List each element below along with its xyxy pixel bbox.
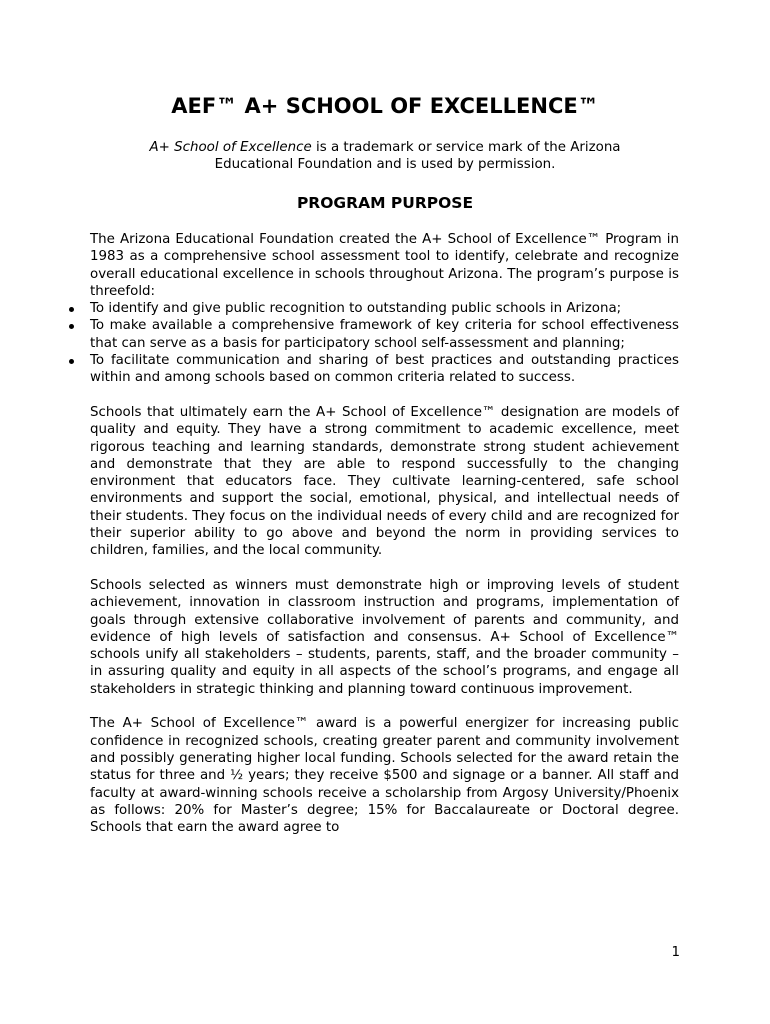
body-paragraph-award: The A+ School of Excellence™ award is a powerful energizer for increasing public confidence in recognized schools, creating greater parent and community involvement and possibly generating higher local funding. Schools selected for the award retain the status for three and ½ years; they receive $500 and signage or a banner. All staff and faculty at award-winning schools receive a scholarship from Argosy University/Phoenix as follows: 20% for Master’s degree; 15% for Baccalaureate or Doctoral degree. Schools that earn the award agree to	[90, 716, 679, 836]
trademark-notice-italic: A+ School of Excellence	[149, 140, 312, 155]
trademark-notice	[110, 139, 660, 174]
body-paragraph-winners: Schools selected as winners must demonstrate high or improving levels of student achievement, innovation in classroom instruction and programs, implementation of goals through extensive collaborative involvement of parents and community, and evidence of high levels of satisfaction and consensus. A+ School of Excellence™ schools unify all stakeholders – students, parents, staff, and the broader community – in assuring quality and equity in all aspects of the school’s programs, and engage all stakeholders in strategic thinking and planning toward continuous improvement.	[90, 577, 679, 697]
purpose-list-item	[90, 317, 679, 352]
purpose-list-item	[90, 300, 679, 317]
intro-paragraph: The Arizona Educational Foundation created the A+ School of Excellence™ Program in 1983 as a comprehensive school assessment tool to identify, celebrate and recognize overall educational excellence in schools throughout Arizona. The program’s purpose is threefold:	[90, 232, 679, 299]
purpose-list-item	[90, 352, 679, 387]
document-body	[90, 231, 679, 836]
bullet-icon	[69, 359, 74, 364]
bullet-icon	[69, 324, 74, 329]
purpose-list	[90, 300, 679, 386]
section-heading: PROGRAM PURPOSE	[296, 194, 474, 212]
purpose-list-item-text: To facilitate communication and sharing of best practices and outstanding practices within and among schools based on common criteria related to success.	[90, 353, 679, 386]
purpose-list-item-text: To make available a comprehensive framework of key criteria for school effectiveness that can serve as a basis for participatory school self-assessment and planning;	[90, 318, 679, 351]
trademark-notice-text: is a trademark or service mark of the Arizona Educational Foundation and is used by permission.	[214, 140, 621, 173]
document-title: AEF™ A+ SCHOOL OF EXCELLENCE™	[171, 94, 599, 118]
purpose-list-item-text: To identify and give public recognition to outstanding public schools in Arizona;	[90, 301, 622, 317]
body-paragraph-designation: Schools that ultimately earn the A+ School of Excellence™ designation are models of quality and equity. They have a strong commitment to academic excellence, meet rigorous teaching and learning standards, demonstrate strong student achievement and demonstrate that they are able to respond successfully to the changing environment that educators face. They cultivate learning-centered, safe school environments and support the social, emotional, physical, and intellectual needs of their students. They focus on the individual needs of every child and are recognized for their superior ability to go above and beyond the norm in providing services to children, families, and the local community.	[90, 404, 679, 559]
page-number: 1	[671, 945, 680, 960]
bullet-icon	[69, 307, 74, 312]
